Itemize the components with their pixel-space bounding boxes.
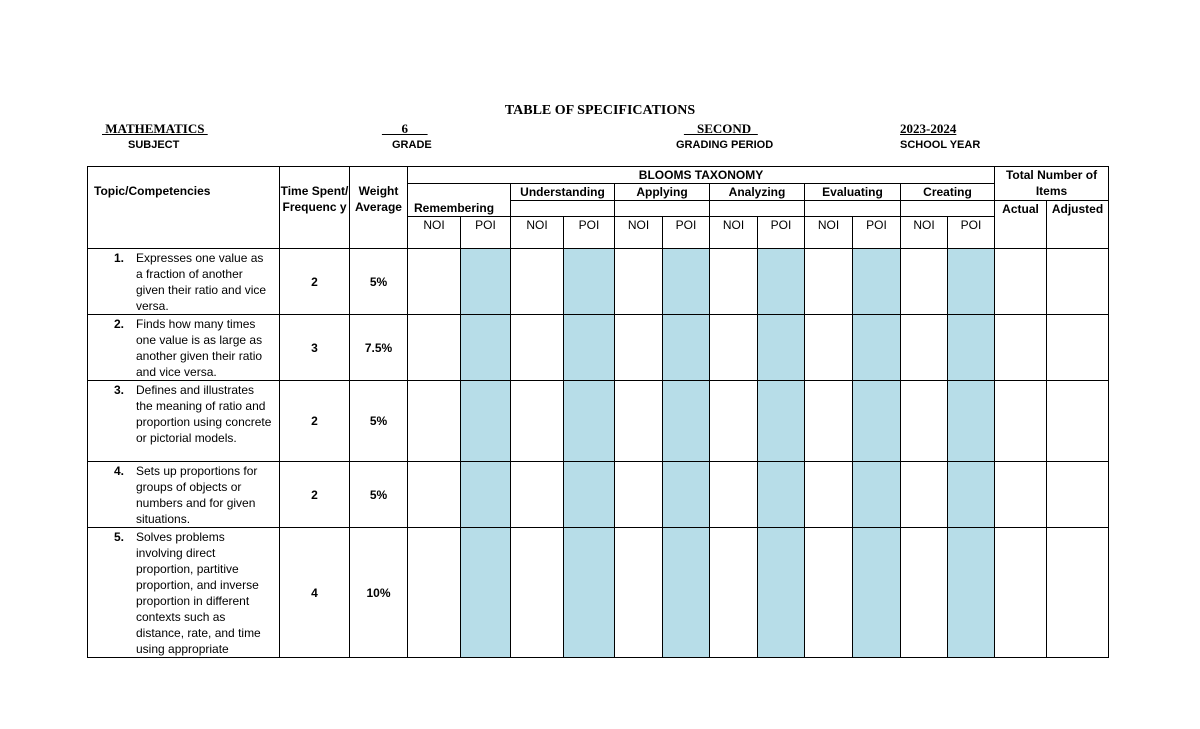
competency-text: Finds how many times one value is as large as another given their ratio and vice versa.	[136, 317, 263, 379]
noi-cell	[901, 249, 948, 315]
remembering-header: Remembering	[408, 184, 511, 217]
table-row	[88, 249, 1109, 315]
poi-cell	[461, 462, 511, 528]
total-items-header: Total Number of Items	[995, 167, 1109, 201]
poi-cell	[461, 381, 511, 462]
competency-number: 4.	[114, 464, 125, 478]
table-row	[88, 462, 1109, 528]
poi-cell	[663, 528, 710, 658]
noi-cell	[710, 381, 758, 462]
weight-cell: 5%	[350, 381, 408, 462]
actual-header: Actual	[995, 201, 1047, 249]
poi-cell	[663, 381, 710, 462]
subject-label: SUBJECT	[128, 139, 180, 151]
actual-cell	[995, 315, 1047, 381]
weight-average-header: Weight Average	[350, 167, 408, 249]
poi-cell	[853, 381, 901, 462]
poi-cell	[853, 462, 901, 528]
noi-cell	[710, 249, 758, 315]
noi-cell	[901, 528, 948, 658]
poi-header: POI	[461, 217, 511, 249]
adjusted-cell	[1047, 462, 1109, 528]
school-year-label: SCHOOL YEAR	[900, 139, 981, 151]
poi-cell	[948, 462, 995, 528]
poi-cell	[853, 249, 901, 315]
poi-cell	[461, 528, 511, 658]
noi-cell	[805, 528, 853, 658]
competency-text: Solves problems involving direct proportion, partitive proportion, and inverse proportion in different contexts such as distance, rate, and time using appropriate	[136, 530, 261, 656]
competency-cell	[88, 315, 280, 381]
adjusted-header: Adjusted	[1047, 201, 1109, 249]
noi-cell	[511, 528, 564, 658]
actual-cell	[995, 249, 1047, 315]
poi-cell	[564, 528, 615, 658]
specifications-table	[87, 166, 1109, 658]
grade-label: GRADE	[392, 139, 432, 151]
table-row	[88, 528, 1109, 658]
noi-cell	[710, 528, 758, 658]
noi-cell	[615, 381, 663, 462]
noi-cell	[408, 528, 461, 658]
noi-cell	[805, 462, 853, 528]
noi-cell	[511, 249, 564, 315]
competency-text: Expresses one value as a fraction of another given their ratio and vice versa.	[136, 251, 267, 313]
poi-cell	[853, 528, 901, 658]
noi-cell	[408, 381, 461, 462]
competency-number: 3.	[114, 383, 125, 397]
poi-header: POI	[948, 217, 995, 249]
adjusted-cell	[1047, 315, 1109, 381]
competency-cell	[88, 528, 280, 658]
actual-cell	[995, 381, 1047, 462]
weight-cell: 10%	[350, 528, 408, 658]
grade-value: ___6___	[382, 121, 428, 136]
noi-cell	[901, 315, 948, 381]
competency-number: 1.	[114, 251, 125, 265]
poi-cell	[853, 315, 901, 381]
poi-cell	[663, 249, 710, 315]
poi-cell	[758, 315, 805, 381]
school-year-value: 2023-2024	[900, 121, 957, 136]
poi-header: POI	[758, 217, 805, 249]
evaluating-spacer	[805, 201, 901, 217]
competency-cell	[88, 249, 280, 315]
noi-cell	[615, 315, 663, 381]
poi-cell	[758, 528, 805, 658]
poi-cell	[564, 381, 615, 462]
analyzing-spacer	[710, 201, 805, 217]
poi-cell	[758, 381, 805, 462]
competency-number: 2.	[114, 317, 125, 331]
time-spent-header: Time Spent/ Frequenc y	[280, 167, 350, 249]
poi-cell	[758, 249, 805, 315]
time-spent-cell: 2	[280, 462, 350, 528]
poi-cell	[663, 462, 710, 528]
weight-cell: 7.5%	[350, 315, 408, 381]
poi-cell	[948, 381, 995, 462]
noi-cell	[511, 315, 564, 381]
understanding-header: Understanding	[511, 184, 615, 201]
competency-number: 5.	[114, 530, 125, 544]
applying-header: Applying	[615, 184, 710, 201]
poi-cell	[663, 315, 710, 381]
creating-header: Creating	[901, 184, 995, 201]
table-row	[88, 381, 1109, 462]
noi-cell	[615, 528, 663, 658]
understanding-spacer	[511, 201, 615, 217]
noi-header: NOI	[710, 217, 758, 249]
poi-header: POI	[853, 217, 901, 249]
poi-cell	[564, 462, 615, 528]
noi-cell	[805, 381, 853, 462]
noi-cell	[615, 249, 663, 315]
noi-cell	[615, 462, 663, 528]
actual-cell	[995, 462, 1047, 528]
topic-header: Topic/Competencies	[88, 167, 280, 249]
evaluating-header: Evaluating	[805, 184, 901, 201]
weight-cell: 5%	[350, 462, 408, 528]
poi-header: POI	[564, 217, 615, 249]
noi-cell	[511, 462, 564, 528]
noi-cell	[710, 462, 758, 528]
competency-cell	[88, 462, 280, 528]
poi-cell	[461, 315, 511, 381]
grading-period-label: GRADING PERIOD	[676, 139, 774, 151]
competency-cell	[88, 381, 280, 462]
applying-spacer	[615, 201, 710, 217]
competency-text: Defines and illustrates the meaning of ratio and proportion using concrete or pictorial models.	[136, 383, 272, 445]
poi-header: POI	[663, 217, 710, 249]
poi-cell	[948, 249, 995, 315]
subject-value: MATHEMATICS	[102, 121, 208, 136]
time-spent-cell: 4	[280, 528, 350, 658]
noi-cell	[901, 462, 948, 528]
noi-cell	[901, 381, 948, 462]
time-spent-cell: 2	[280, 249, 350, 315]
noi-cell	[805, 315, 853, 381]
document-title: TABLE OF SPECIFICATIONS	[504, 103, 696, 118]
weight-cell: 5%	[350, 249, 408, 315]
noi-cell	[511, 381, 564, 462]
adjusted-cell	[1047, 249, 1109, 315]
creating-spacer	[901, 201, 995, 217]
adjusted-cell	[1047, 381, 1109, 462]
noi-cell	[710, 315, 758, 381]
noi-header: NOI	[408, 217, 461, 249]
noi-cell	[408, 315, 461, 381]
noi-header: NOI	[805, 217, 853, 249]
poi-cell	[948, 528, 995, 658]
grading-period-value: __SECOND_	[684, 121, 758, 136]
analyzing-header: Analyzing	[710, 184, 805, 201]
blooms-taxonomy-header: BLOOMS TAXONOMY	[408, 167, 995, 184]
poi-cell	[948, 315, 995, 381]
noi-cell	[805, 249, 853, 315]
adjusted-cell	[1047, 528, 1109, 658]
poi-cell	[461, 249, 511, 315]
actual-cell	[995, 528, 1047, 658]
noi-cell	[408, 249, 461, 315]
competency-text: Sets up proportions for groups of objects or numbers and for given situations.	[136, 464, 258, 526]
noi-cell	[408, 462, 461, 528]
poi-cell	[564, 315, 615, 381]
time-spent-cell: 2	[280, 381, 350, 462]
poi-cell	[758, 462, 805, 528]
noi-header: NOI	[511, 217, 564, 249]
time-spent-cell: 3	[280, 315, 350, 381]
table-row	[88, 315, 1109, 381]
noi-header: NOI	[901, 217, 948, 249]
poi-cell	[564, 249, 615, 315]
noi-header: NOI	[615, 217, 663, 249]
